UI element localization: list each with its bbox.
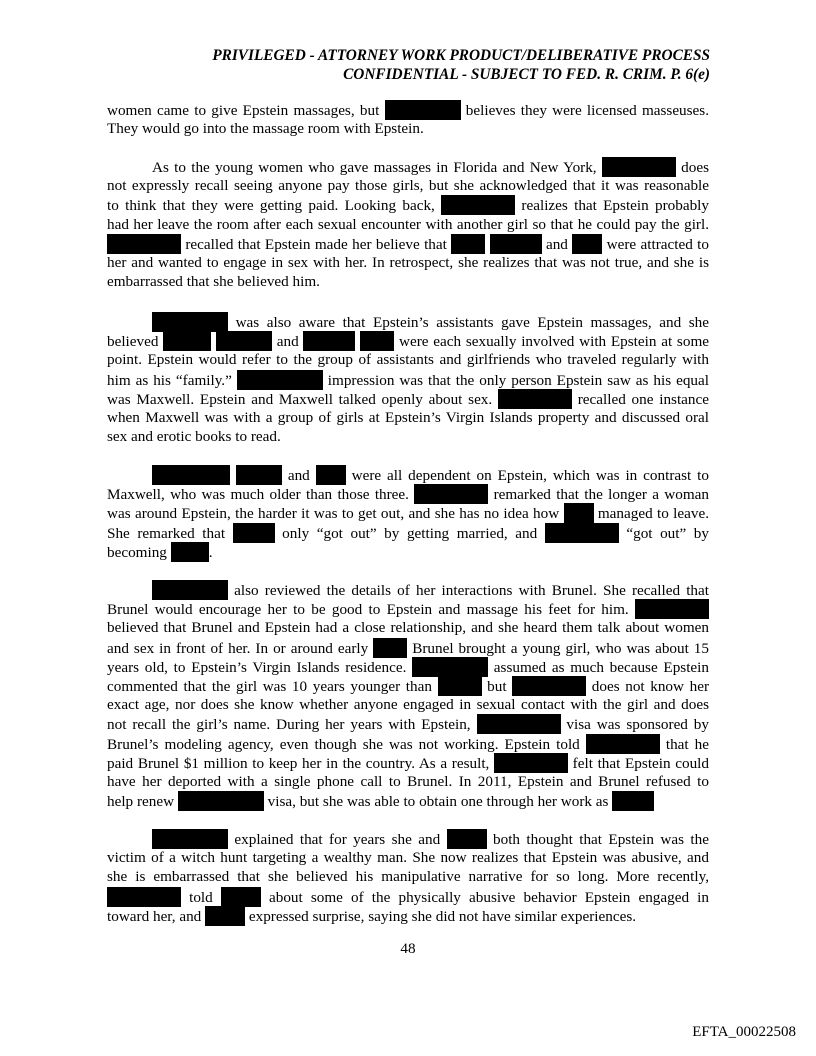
text-segment: and	[271, 333, 304, 351]
redaction-block	[498, 389, 572, 409]
text-line	[107, 100, 709, 120]
text-segment: Brunel brought a young girl, who was about 15	[407, 639, 709, 657]
text-line	[107, 772, 709, 791]
text-segment: victim of a witch hunt targeting a wealthy man. She now realizes that Epstein was abusive, and	[107, 849, 709, 867]
text-line	[152, 829, 709, 849]
text-segment: “got out” by	[618, 524, 709, 542]
redaction-block	[572, 234, 602, 254]
text-segment: not expressly recall seeing anyone pay those girls, but she acknowledged that it was reasonable	[107, 177, 709, 195]
text-line	[107, 676, 709, 696]
redaction-block	[152, 465, 230, 485]
text-line	[152, 465, 709, 485]
text-line	[107, 638, 709, 658]
text-line	[152, 312, 709, 332]
redaction-block	[412, 657, 488, 677]
text-line	[107, 272, 320, 291]
redaction-block	[236, 465, 282, 485]
text-line	[107, 408, 709, 427]
text-segment: she is embarrassed that she believed his manipulative narrative for so long. More recently,	[107, 868, 709, 886]
redaction-block	[564, 503, 594, 523]
text-segment: and	[281, 467, 316, 484]
redaction-block	[360, 331, 394, 351]
text-line	[107, 867, 709, 886]
redaction-block	[612, 791, 654, 811]
redaction-block	[171, 542, 209, 562]
text-line	[107, 599, 709, 619]
redaction-block	[494, 753, 568, 773]
text-segment: was Maxwell. Epstein and Maxwell talked openly about sex.	[107, 390, 498, 408]
redaction-block	[635, 599, 709, 619]
text-segment: paid Brunel $1 million to keep her in the country. As a result,	[107, 754, 495, 772]
redaction-block	[477, 714, 561, 734]
text-segment: She remarked that	[107, 524, 233, 542]
text-segment: becoming	[107, 543, 171, 561]
text-line	[107, 389, 709, 409]
text-line	[107, 542, 212, 562]
text-segment: not recall the girl’s name. During her years with Epstein,	[107, 716, 477, 734]
text-segment: remarked that the longer a woman	[488, 486, 709, 504]
text-segment: believes they were licensed masseuses.	[460, 102, 710, 119]
text-line	[107, 350, 709, 369]
redaction-block	[451, 234, 485, 254]
text-segment: both thought that Epstein was the	[486, 831, 709, 848]
redaction-block	[441, 195, 515, 215]
text-segment: felt that Epstein could	[568, 754, 709, 772]
redaction-block	[152, 829, 228, 849]
redaction-block	[216, 331, 272, 351]
text-line	[107, 695, 709, 714]
text-segment: assumed as much because Epstein	[488, 658, 709, 676]
text-segment: They would go into the massage room with Epstein.	[107, 120, 424, 138]
redaction-block	[178, 791, 264, 811]
text-segment: impression was that the only person Epstein saw as his equal	[322, 371, 709, 389]
redaction-block	[602, 157, 676, 177]
text-segment: but	[481, 678, 513, 695]
redaction-block	[512, 676, 586, 696]
redaction-block	[316, 465, 346, 485]
text-segment: toward her, and	[107, 907, 206, 925]
text-line	[107, 791, 654, 811]
text-segment: Brunel would encourage her to be good to Epstein and massage his feet for him.	[107, 601, 635, 619]
text-segment: him as his “family.”	[107, 371, 237, 389]
text-segment: had her leave the room after each sexual encounter with another girl so that he could pay the girl.	[107, 215, 709, 233]
text-segment: help renew	[107, 793, 178, 811]
privilege-header-line-1: PRIVILEGED - ATTORNEY WORK PRODUCT/DELIBERATIVE PROCESS	[212, 47, 710, 64]
text-line	[152, 157, 709, 177]
text-segment: does not know her	[586, 678, 709, 695]
redaction-block	[490, 234, 542, 254]
text-segment: were attracted to	[602, 235, 709, 253]
redaction-block	[237, 370, 323, 390]
text-line	[107, 253, 709, 272]
text-segment: .	[208, 543, 213, 561]
text-segment: visa was sponsored by	[560, 716, 709, 734]
text-line	[107, 484, 709, 504]
text-line	[107, 618, 709, 637]
text-line	[107, 523, 709, 543]
text-segment: years old, to Epstein’s Virgin Islands residence.	[107, 658, 413, 676]
redaction-block	[438, 676, 482, 696]
text-segment: commented that the girl was 10 years younger than	[107, 678, 438, 695]
text-line	[107, 657, 709, 677]
text-segment: that he	[659, 735, 710, 753]
redaction-block	[303, 331, 355, 351]
text-line	[107, 503, 709, 523]
text-segment: was around Epstein, the harder it was to get out, and she has no idea how	[107, 505, 564, 523]
text-segment: to think that they were getting paid. Looking back,	[107, 197, 442, 215]
text-segment: about some of the physically abusive behavior Epstein engaged in	[260, 888, 709, 906]
text-line	[107, 753, 709, 773]
text-line	[107, 370, 709, 390]
text-segment: As to the young women who gave massages in Florida and New York,	[152, 159, 602, 176]
redaction-block	[107, 234, 181, 254]
text-segment: embarrassed that she believed him.	[107, 273, 320, 291]
text-segment: told	[181, 888, 221, 906]
text-segment: were all dependent on Epstein, which was in contrast to	[345, 467, 709, 484]
text-line	[107, 714, 709, 734]
redaction-block	[152, 312, 228, 332]
bates-number: EFTA_00022508	[692, 1024, 796, 1040]
text-segment: was also aware that Epstein’s assistants gave Epstein massages, and she	[228, 314, 709, 331]
redaction-block	[221, 887, 261, 907]
text-segment: sex and erotic books to read.	[107, 428, 281, 446]
text-line	[107, 215, 709, 234]
text-segment: have her deported with a single phone call to Brunel. In 2011, Epstein and Brunel refused to	[107, 773, 709, 790]
redaction-block	[205, 906, 245, 926]
privilege-header-line-2: CONFIDENTIAL - SUBJECT TO FED. R. CRIM. P. 6(e)	[343, 66, 710, 83]
text-line	[107, 427, 281, 446]
text-line	[107, 119, 424, 138]
text-segment: managed to leave.	[593, 505, 709, 523]
text-segment: believed that Brunel and Epstein had a close relationship, and she heard them talk about women	[107, 619, 709, 637]
text-segment: realizes that Epstein probably	[515, 197, 709, 215]
text-segment: does	[675, 159, 710, 176]
text-segment: expressed surprise, saying she did not have similar experiences.	[245, 907, 637, 925]
text-line	[107, 234, 709, 254]
text-segment: exact age, nor does she know whether anyone engaged in sexual contact with the girl and does	[107, 696, 709, 714]
text-line	[152, 580, 709, 600]
redaction-block	[163, 331, 211, 351]
text-segment: when Maxwell was with a group of girls at Epstein’s Virgin Islands property and discussed oral	[107, 409, 709, 426]
text-segment: were each sexually involved with Epstein at some	[394, 333, 709, 351]
redaction-block	[107, 887, 181, 907]
redaction-block	[233, 523, 275, 543]
redaction-block	[152, 580, 228, 600]
text-segment: her and wanted to engage in sex with her. In retrospect, she realizes that was not true, and she is	[107, 254, 709, 271]
text-line	[107, 176, 709, 195]
text-line	[107, 906, 636, 926]
text-line	[107, 734, 709, 754]
text-segment: women came to give Epstein massages, but	[107, 102, 385, 119]
text-line	[107, 848, 709, 867]
text-segment: and sex in front of her. In or around early	[107, 639, 374, 657]
text-segment: recalled that Epstein made her believe that	[181, 235, 452, 253]
text-segment: only “got out” by getting married, and	[274, 524, 545, 542]
redaction-block	[447, 829, 487, 849]
redaction-block	[373, 638, 407, 658]
text-segment: and	[541, 235, 573, 253]
text-line	[107, 887, 709, 907]
text-segment: also reviewed the details of her interactions with Brunel. She recalled that	[228, 582, 709, 599]
text-segment: explained that for years she and	[228, 831, 447, 848]
text-segment: Maxwell, who was much older than those three.	[107, 486, 415, 504]
page-number: 48	[400, 940, 416, 957]
text-segment: Brunel’s modeling agency, even though she was not working. Epstein told	[107, 735, 586, 753]
redaction-block	[545, 523, 619, 543]
text-line	[107, 195, 709, 215]
text-segment: believed	[107, 333, 164, 351]
redaction-block	[586, 734, 660, 754]
text-segment: point. Epstein would refer to the group of assistants and girlfriends who traveled regularly with	[107, 351, 709, 369]
text-segment: recalled one instance	[571, 390, 709, 408]
redaction-block	[414, 484, 488, 504]
text-segment: visa, but she was able to obtain one through her work as	[263, 793, 613, 811]
redaction-block	[385, 100, 461, 120]
text-line	[107, 331, 709, 351]
